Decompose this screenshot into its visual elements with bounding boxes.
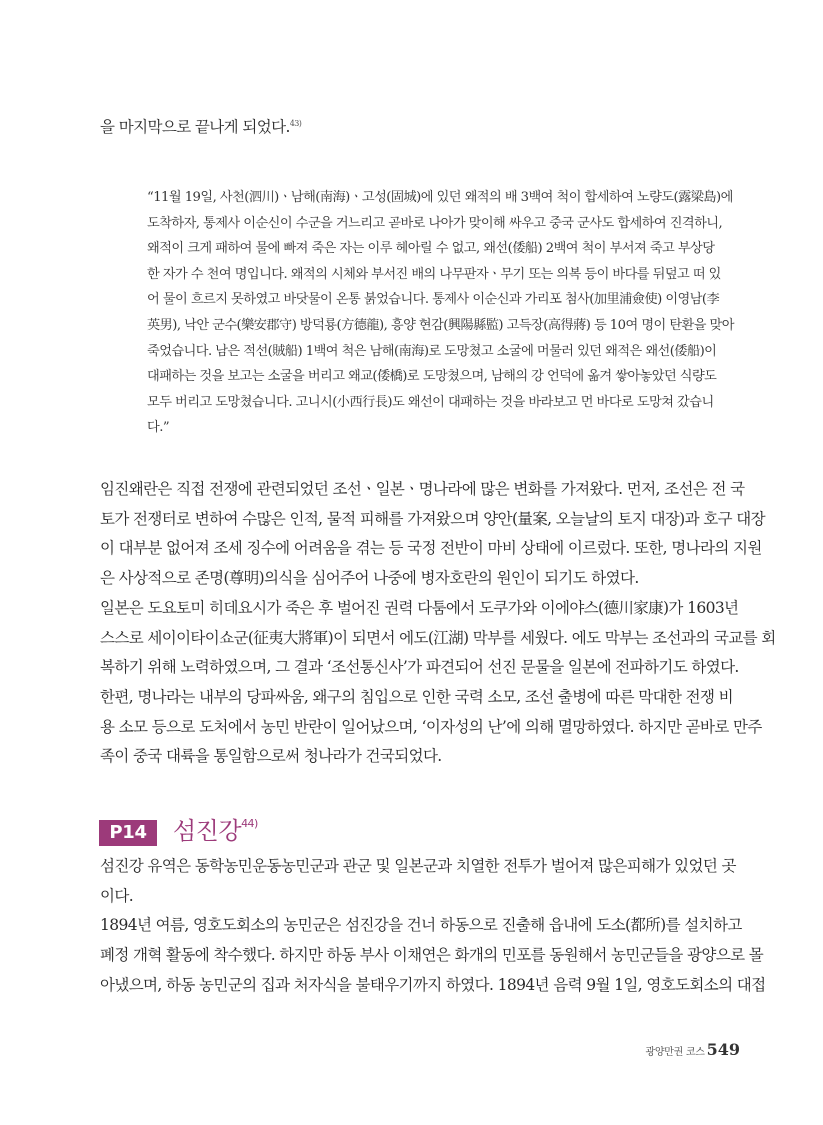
quote-line: 모두 버리고 도망쳤습니다. 고니시(小西行長)도 왜선이 대패하는 것을 바라보고 먼 바다로 도망쳐 갔습니 bbox=[147, 394, 714, 410]
page-footer bbox=[620, 1040, 740, 1059]
body-line: 족이 중국 대륙을 통일함으로써 청나라가 건국되었다. bbox=[100, 747, 442, 766]
body-line: 은 사상적으로 존명(尊明)의식을 심어주어 나중에 병자호란의 원인이 되기도 하였다. bbox=[100, 569, 639, 588]
quote-line: “11월 19일, 사천(泗川)ㆍ남해(南海)ㆍ고성(固城)에 있던 왜적의 배 3백여 척이 합세하여 노량도(露梁島)에 bbox=[147, 190, 733, 205]
continuation-text: 을 마지막으로 끝나게 되었다. bbox=[100, 118, 290, 136]
page-number: 549 bbox=[706, 1040, 740, 1059]
section-title: 섬진강 bbox=[173, 817, 242, 845]
quote-line: 英男), 낙안 군수(樂安郡守) 방덕룡(方德龍), 흥양 현감(興陽縣監) 고득장(高得蔣) 등 10여 명이 탄환을 맞아 bbox=[147, 317, 734, 333]
body-line: 일본은 도요토미 히데요시가 죽은 후 벌어진 권력 다툼에서 도쿠가와 이에야스(德川家康)가 1603년 bbox=[100, 598, 739, 617]
body-text-section bbox=[100, 852, 766, 1001]
body-line: 복하기 위해 노력하였으며, 그 결과 ‘조선통신사’가 파견되어 선진 문물을 일본에 전파하기도 하였다. bbox=[100, 658, 739, 677]
quote-line: 다.” bbox=[147, 420, 170, 436]
body-line: 아냈으며, 하동 농민군의 집과 처자식을 불태우기까지 하였다. 1894년 음력 9월 1일, 영호도회소의 대접 bbox=[100, 975, 766, 994]
body-line: 이다. bbox=[100, 886, 134, 905]
footnote-marker: 43) bbox=[289, 119, 302, 128]
continuation-line bbox=[100, 116, 740, 138]
body-line: 이 대부분 없어져 조세 징수에 어려움을 겪는 등 국정 전반이 마비 상태에 이르렀다. 또한, 명나라의 지원 bbox=[100, 539, 762, 558]
section-badge: P14 bbox=[99, 820, 157, 846]
quote-line: 죽었습니다. 남은 적선(賊船) 1백여 척은 남해(南海)로 도망쳤고 소굴에 머물러 있던 왜적은 왜선(倭船)이 bbox=[147, 343, 717, 359]
body-line: 1894년 여름, 영호도회소의 농민군은 섬진강을 건너 하동으로 진출해 읍내에 도소(都所)를 설치하고 bbox=[100, 916, 742, 935]
body-line: 토가 전쟁터로 변하여 수많은 인적, 물적 피해를 가져왔으며 양안(量案, 오늘날의 토지 대장)과 호구 대장 bbox=[100, 509, 765, 528]
section-title-wrap bbox=[173, 815, 258, 847]
quote-line: 대패하는 것을 보고는 소굴을 버리고 왜교(倭橋)로 도망쳤으며, 남해의 강 언덕에 옮겨 쌓아놓았던 식량도 bbox=[147, 369, 717, 385]
body-line: 스스로 세이이타이쇼군(征夷大將軍)이 되면서 에도(江湖) 막부를 세웠다. 에도 막부는 조선과의 국교를 회 bbox=[100, 628, 776, 647]
block-quote bbox=[147, 185, 734, 441]
body-line: 폐정 개혁 활동에 착수했다. 하지만 하동 부사 이채연은 화개의 민포를 동원해서 농민군들을 광양으로 몰 bbox=[100, 946, 764, 965]
quote-line: 어 물이 흐르지 못하였고 바닷물이 온통 붉었습니다. 통제사 이순신과 가리포 첨사(加里浦僉使) 이영남(李 bbox=[147, 292, 720, 308]
quote-line: 왜적이 크게 패하여 물에 빠져 죽은 자는 이루 헤아릴 수 없고, 왜선(倭船) 2백여 척이 부서져 죽고 부상당 bbox=[147, 241, 715, 257]
body-line: 임진왜란은 직접 전쟁에 관련되었던 조선ㆍ일본ㆍ명나라에 많은 변화를 가져왔다. 먼저, 조선은 전 국 bbox=[100, 480, 745, 498]
body-line: 한편, 명나라는 내부의 당파싸움, 왜구의 침입으로 인한 국력 소모, 조선 출병에 따른 막대한 전쟁 비 bbox=[100, 687, 733, 706]
section-footnote-marker: 44) bbox=[241, 817, 258, 830]
body-line: 용 소모 등으로 도처에서 농민 반란이 일어났으며, ‘이자성의 난’에 의해 멸망하였다. 하지만 곧바로 만주 bbox=[100, 717, 762, 736]
footer-course-label: 광양만권 코스 bbox=[645, 1047, 705, 1058]
quote-line: 도착하자, 통제사 이순신이 수군을 거느리고 곧바로 나아가 맞이해 싸우고 중국 군사도 합세하여 진격하니, bbox=[147, 215, 723, 231]
body-text-intro bbox=[100, 475, 776, 772]
body-line: 섬진강 유역은 동학농민운동농민군과 관군 및 일본군과 치열한 전투가 벌어져 많은피해가 있었던 곳 bbox=[100, 857, 736, 875]
quote-line: 한 자가 수 천여 명입니다. 왜적의 시체와 부서진 배의 나무판자ㆍ무기 또는 의복 등이 바다를 뒤덮고 떠 있 bbox=[147, 266, 721, 282]
